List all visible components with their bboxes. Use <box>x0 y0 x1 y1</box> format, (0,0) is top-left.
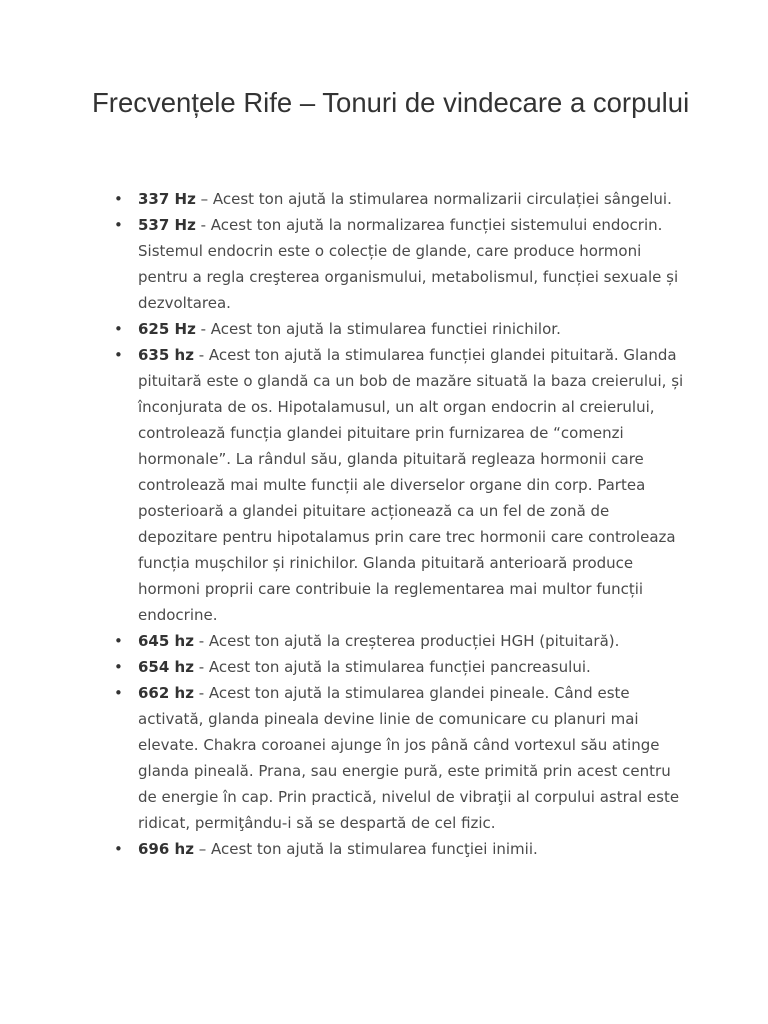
frequency-label: 635 hz <box>138 346 194 364</box>
list-item <box>114 628 686 654</box>
list-item <box>114 654 686 680</box>
bullet-icon: • <box>114 346 123 364</box>
bullet-icon: • <box>114 216 123 234</box>
frequency-label: 337 Hz <box>138 190 196 208</box>
list-item <box>114 342 686 628</box>
frequency-label: 537 Hz <box>138 216 196 234</box>
frequency-label: 696 hz <box>138 840 194 858</box>
bullet-icon: • <box>114 658 123 676</box>
frequency-description: - Acest ton ajută la stimularea glandei pineale. Când este activată, glanda pineala devine linie de comunicare cu planuri mai elevate. Chakra coroanei ajunge în jos până când vortexul său atinge glanda pineală. Prana, sau energie pură, este primită prin acest centru de energie în cap. Prin practică, nivelul de vibraţii al corpului astral este ridicat, permiţându-i să se despartă de cel fizic. <box>138 684 680 832</box>
frequency-description: - Acest ton ajută la creșterea producției HGH (pituitară). <box>193 632 620 650</box>
bullet-icon: • <box>114 840 123 858</box>
frequency-label: 625 Hz <box>138 320 196 338</box>
list-item <box>114 680 686 836</box>
frequency-description: – Acest ton ajută la stimularea funcţiei inimii. <box>193 840 538 858</box>
bullet-icon: • <box>114 684 123 702</box>
list-item <box>114 316 686 342</box>
list-item <box>114 836 686 862</box>
bullet-icon: • <box>114 190 123 208</box>
frequency-label: 654 hz <box>138 658 194 676</box>
frequency-description: - Acest ton ajută la stimularea funcției glandei pituitară. Glanda pituitară este o glandă ca un bob de mazăre situată la baza creierului, și înconjurata de os. Hipotalamusul, un alt organ endocrin al creierului, controlează funcția glandei pituitare prin furnizarea de “comenzi hormonale”. La rândul său, glanda pituitară regleaza hormonii care controlează mai multe funcții ale diverselor organe din corp. Partea posterioară a glandei pituitare acționează ca un fel de zonă de depozitare pentru hipotalamus prin care trec hormonii care controleaza funcția mușchilor și rinichilor. Glanda pituitară anterioară produce hormoni proprii care contribuie la reglementarea mai multor funcții endocrine. <box>138 346 684 624</box>
frequency-label: 645 hz <box>138 632 194 650</box>
frequency-label: 662 hz <box>138 684 194 702</box>
frequency-description: - Acest ton ajută la stimularea funcției pancreasului. <box>193 658 591 676</box>
bullet-icon: • <box>114 320 123 338</box>
frequency-list <box>114 186 686 862</box>
frequency-description: - Acest ton ajută la stimularea functiei rinichilor. <box>195 320 561 338</box>
list-item <box>114 212 686 316</box>
bullet-icon: • <box>114 632 123 650</box>
list-item <box>114 186 686 212</box>
frequency-description: – Acest ton ajută la stimularea normalizarii circulației sângelui. <box>195 190 672 208</box>
frequency-description: - Acest ton ajută la normalizarea funcției sistemului endocrin. Sistemul endocrin este o colecție de glande, care produce hormoni pentru a regla creşterea organismului, metabolismul, funcției sexuale și dezvoltarea. <box>138 216 679 312</box>
document-title: Frecvențele Rife – Tonuri de vindecare a corpului <box>92 87 690 118</box>
